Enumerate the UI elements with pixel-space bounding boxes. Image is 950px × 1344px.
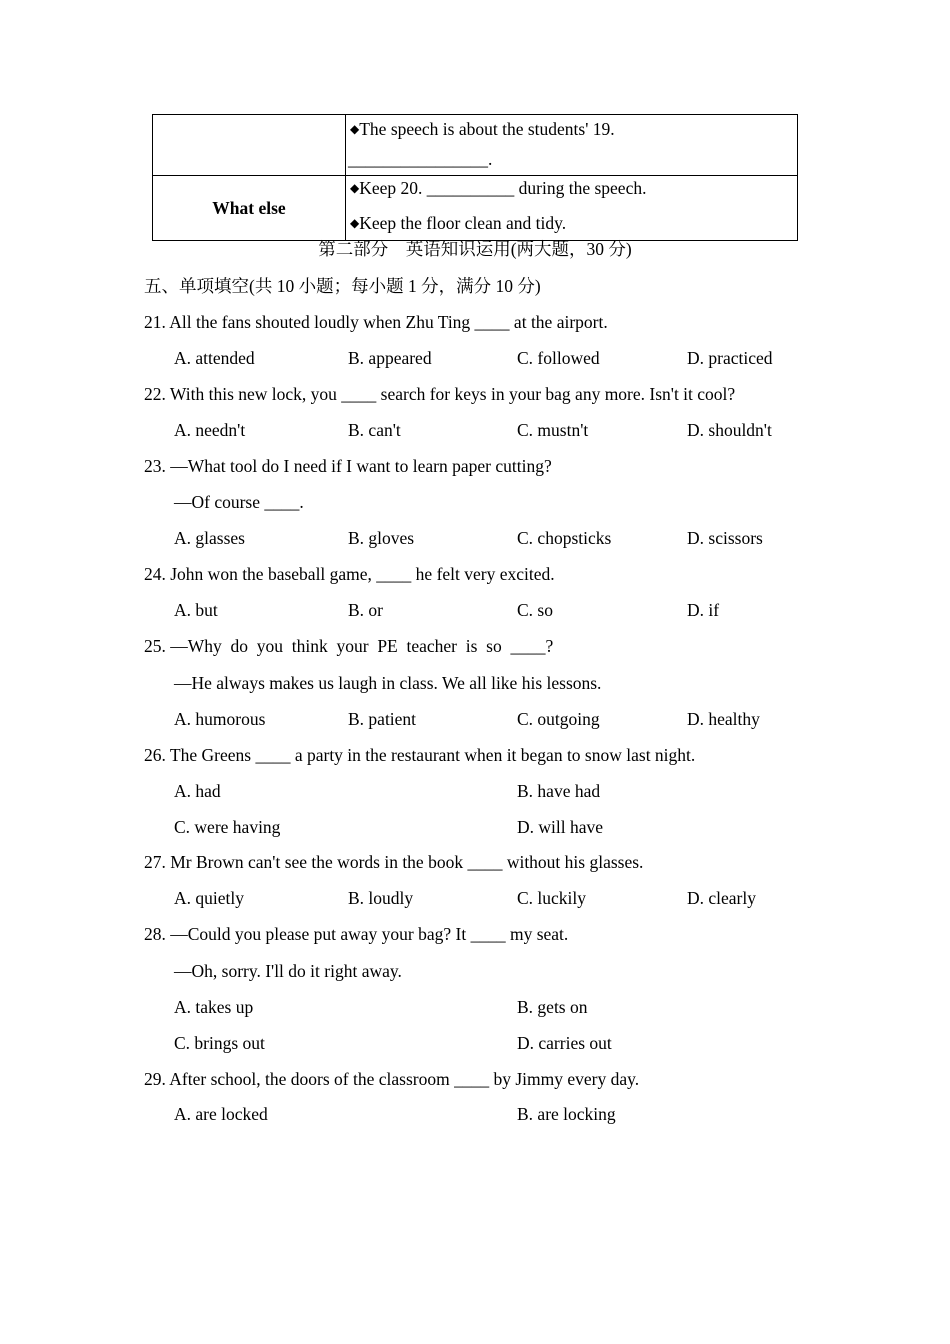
option-b: B. have had [517, 781, 601, 801]
option-c: C. were having [174, 817, 281, 837]
option-a: A. but [174, 600, 218, 620]
question-23-stem: 23. —What tool do I need if I want to learn paper cutting? [144, 456, 552, 476]
question-29-stem: 29. After school, the doors of the classroom ____ by Jimmy every day. [144, 1069, 640, 1089]
diamond-bullet-icon: ◆ [350, 181, 360, 195]
option-c: C. luckily [517, 888, 587, 908]
answer-blank-19: ________________. [348, 149, 493, 169]
option-d: D. scissors [687, 528, 763, 548]
option-c: C. outgoing [517, 709, 600, 729]
row-content [346, 176, 798, 241]
option-d: D. if [687, 600, 720, 620]
answer-blank-line [346, 145, 797, 175]
bullet-text: Keep the floor clean and tidy. [359, 213, 567, 233]
part-title: 第二部分 英语知识运用(两大题，30 分) [318, 239, 632, 259]
diamond-bullet-icon: ◆ [350, 122, 360, 136]
option-c: C. brings out [174, 1033, 265, 1053]
question-25-reply: —He always makes us laugh in class. We all like his lessons. [174, 673, 602, 693]
question-25-stem: 25. —Why do you think your PE teacher is so ____? [144, 636, 554, 656]
option-d: D. healthy [687, 709, 760, 729]
option-d: D. shouldn't [687, 420, 772, 440]
option-a: A. needn't [174, 420, 246, 440]
option-a: A. quietly [174, 888, 244, 908]
question-21-stem: 21. All the fans shouted loudly when Zhu Ting ____ at the airport. [144, 312, 608, 332]
option-b: B. can't [348, 420, 401, 440]
question-28-stem: 28. —Could you please put away your bag? It ____ my seat. [144, 924, 569, 944]
option-c: C. mustn't [517, 420, 589, 440]
speech-info-table [152, 114, 798, 241]
option-b: B. are locking [517, 1104, 616, 1124]
option-d: D. will have [517, 817, 604, 837]
question-27-stem: 27. Mr Brown can't see the words in the book ____ without his glasses. [144, 852, 644, 872]
bullet-line [346, 115, 797, 145]
table-row [153, 176, 798, 241]
option-a: A. humorous [174, 709, 266, 729]
option-a: A. are locked [174, 1104, 268, 1124]
option-b: B. gets on [517, 997, 588, 1017]
option-b: B. or [348, 600, 383, 620]
diamond-bullet-icon: ◆ [350, 216, 360, 230]
option-b: B. appeared [348, 348, 432, 368]
option-b: B. loudly [348, 888, 414, 908]
bullet-text: Keep 20. __________ during the speech. [359, 178, 647, 198]
option-c: C. chopsticks [517, 528, 612, 548]
option-d: D. clearly [687, 888, 756, 908]
option-b: B. gloves [348, 528, 415, 548]
section-title: 五、单项填空(共 10 小题；每小题 1 分，满分 10 分) [144, 276, 541, 296]
table-row [153, 115, 798, 176]
option-b: B. patient [348, 709, 417, 729]
row-label [153, 115, 346, 176]
bullet-line [346, 208, 797, 240]
option-a: A. glasses [174, 528, 245, 548]
row-label-what-else: What else [153, 176, 346, 241]
option-a: A. had [174, 781, 221, 801]
option-a: A. takes up [174, 997, 254, 1017]
bullet-line [346, 176, 797, 208]
row-content [346, 115, 798, 176]
question-24-stem: 24. John won the baseball game, ____ he felt very excited. [144, 564, 555, 584]
option-c: C. so [517, 600, 553, 620]
question-22-stem: 22. With this new lock, you ____ search for keys in your bag any more. Isn't it cool? [144, 384, 736, 404]
option-a: A. attended [174, 348, 255, 368]
option-d: D. practiced [687, 348, 773, 368]
question-28-reply: —Oh, sorry. I'll do it right away. [174, 961, 402, 981]
option-d: D. carries out [517, 1033, 612, 1053]
bullet-text: The speech is about the students' 19. [359, 119, 615, 139]
question-23-reply: —Of course ____. [174, 492, 304, 512]
option-c: C. followed [517, 348, 600, 368]
question-26-stem: 26. The Greens ____ a party in the restaurant when it began to snow last night. [144, 745, 696, 765]
